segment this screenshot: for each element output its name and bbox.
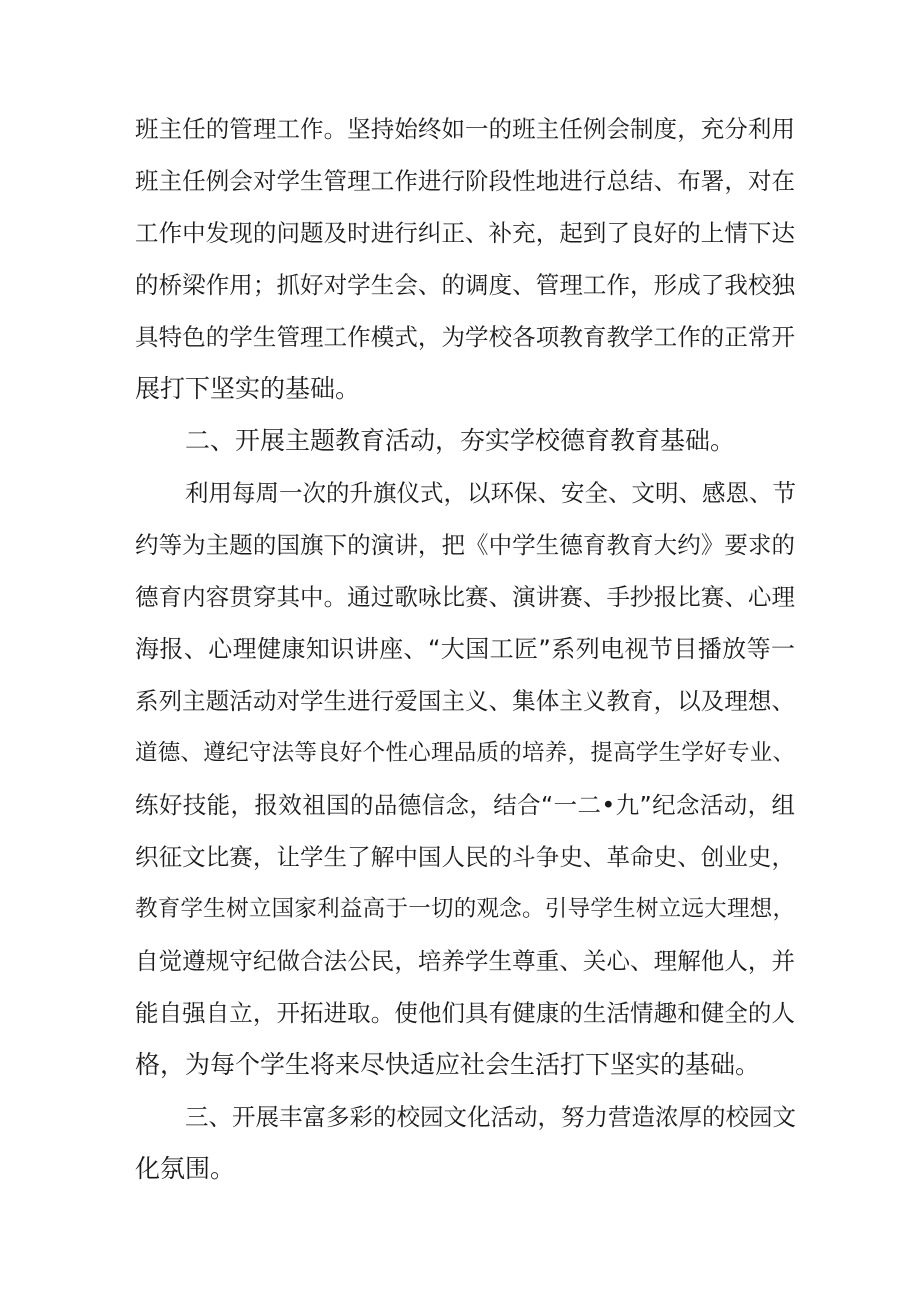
paragraph-line: 能自强自立，开拓进取。使他们具有健康的生活情趣和健全的人	[135, 999, 795, 1027]
paragraph-line: 织征文比赛，让学生了解中国人民的斗争史、革命史、创业史，	[135, 843, 795, 871]
paragraph-line: 约等为主题的国旗下的演讲，把《中学生德育教育大约》要求的	[135, 531, 795, 559]
paragraph-line: 教育学生树立国家利益高于一切的观念。引导学生树立远大理想，	[135, 896, 795, 922]
section-heading-continuation: 化氛围。	[135, 1154, 236, 1183]
paragraph-line: 具特色的学生管理工作模式，为学校各项教育教学工作的正常开	[135, 323, 795, 351]
section-heading: 三、开展丰富多彩的校园文化活动，努力营造浓厚的校园文	[185, 1103, 796, 1131]
paragraph-line: 展打下坚实的基础。	[135, 374, 361, 403]
paragraph-line: 格，为每个学生将来尽快适应社会生活打下坚实的基础。	[135, 1050, 761, 1079]
paragraph-line: 班主任例会对学生管理工作进行阶段性地进行总结、布署，对在	[135, 167, 795, 195]
paragraph-line: 的桥梁作用；抓好对学生会、的调度、管理工作，形成了我校独	[135, 271, 795, 299]
paragraph-line: 工作中发现的问题及时进行纠正、补充，起到了良好的上情下达	[135, 219, 795, 247]
paragraph-line: 自觉遵规守纪做合法公民，培养学生尊重、关心、理解他人，并	[135, 947, 795, 975]
paragraph-line: 练好技能，报效祖国的品德信念，结合“一二•九”纪念活动，组	[135, 791, 795, 819]
paragraph-line: 利用每周一次的升旗仪式，以环保、安全、文明、感恩、节	[185, 479, 796, 507]
paragraph-line: 德育内容贯穿其中。通过歌咏比赛、演讲赛、手抄报比赛、心理	[135, 583, 795, 611]
paragraph-line: 道德、遵纪守法等良好个性心理品质的培养，提高学生学好专业、	[135, 740, 795, 766]
section-heading: 二、开展主题教育活动，夯实学校德育教育基础。	[185, 426, 736, 455]
paragraph-line: 海报、心理健康知识讲座、“大国工匠”系列电视节目播放等一	[135, 635, 795, 663]
paragraph-line: 系列主题活动对学生进行爱国主义、集体主义教育，以及理想、	[135, 687, 795, 715]
paragraph-line: 班主任的管理工作。坚持始终如一的班主任例会制度，充分利用	[135, 115, 795, 143]
